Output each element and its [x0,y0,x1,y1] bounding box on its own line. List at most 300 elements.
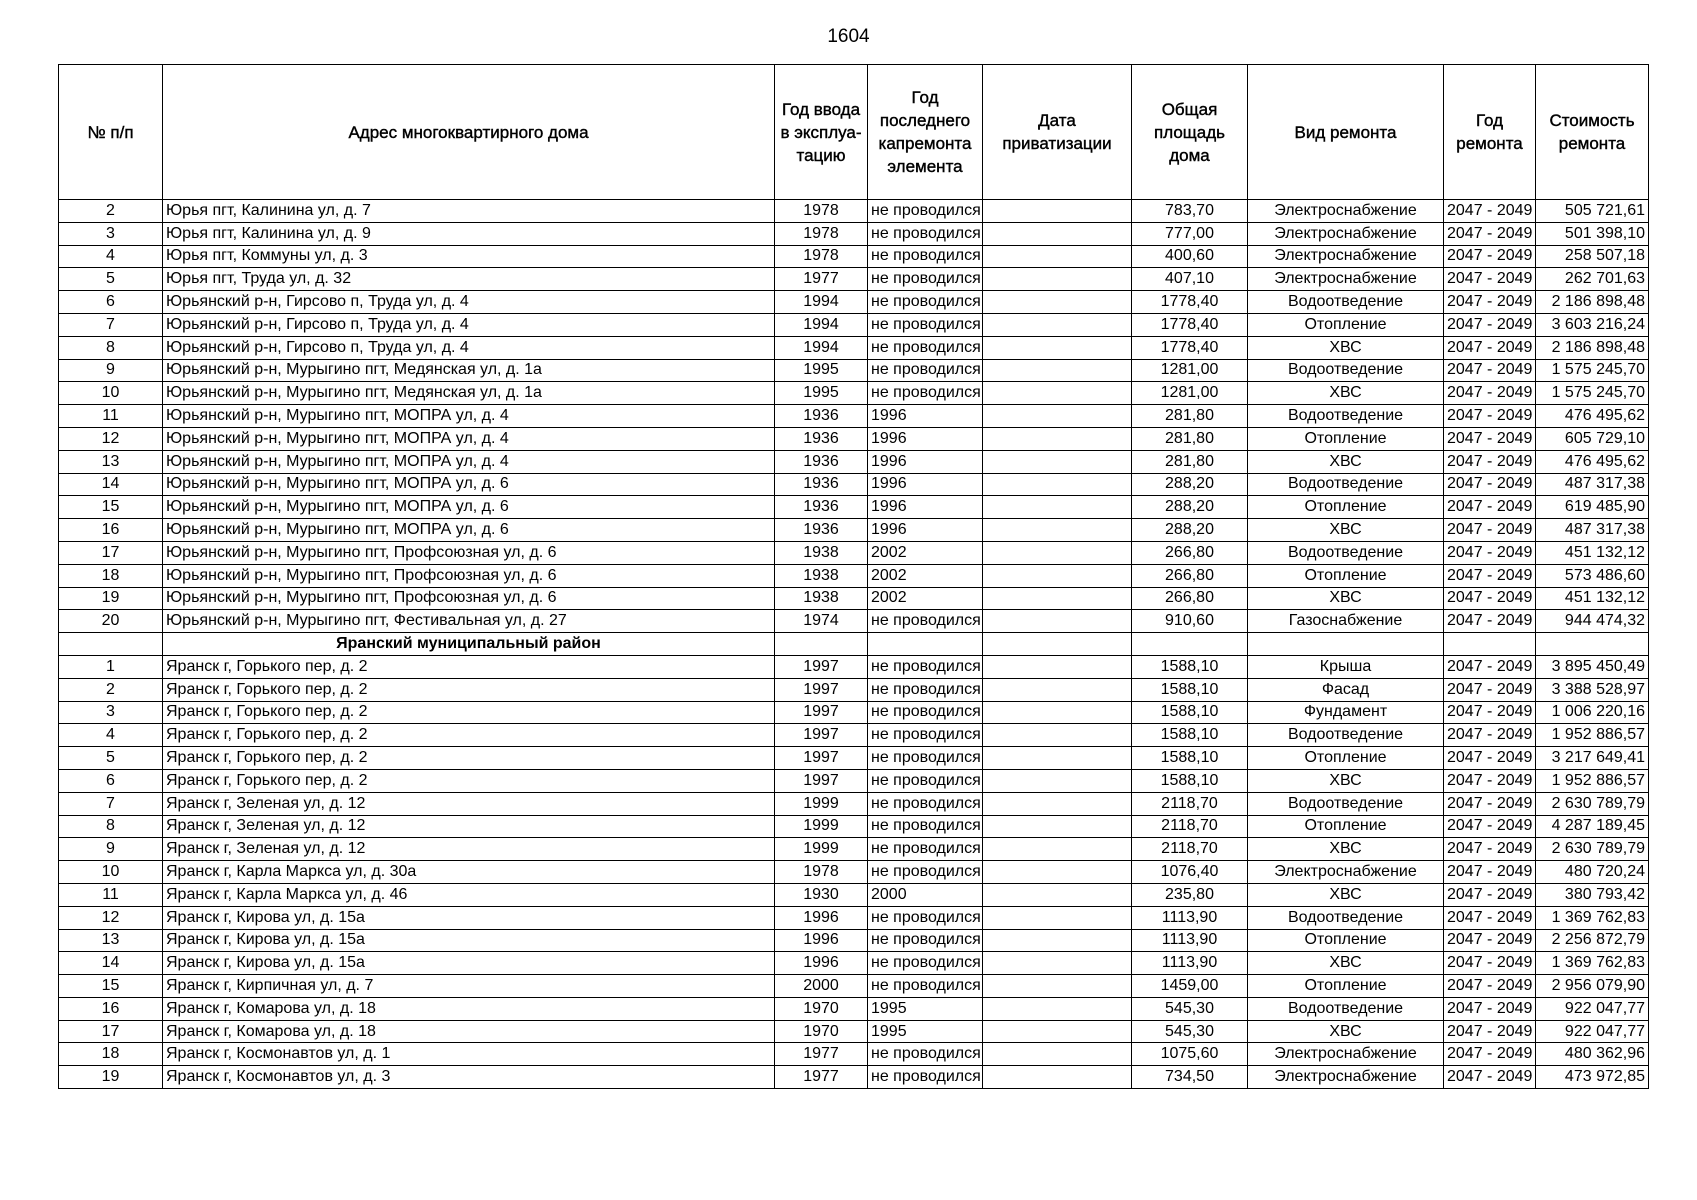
cell-cost: 1 369 762,83 [1536,952,1649,975]
cell-address: Юрьянский р-н, Гирсово п, Труда ул, д. 4 [163,336,775,359]
cell-last-repair: 1996 [868,405,983,428]
cell-repair-type: ХВС [1248,1020,1444,1043]
table-row [59,268,1649,291]
table-row [59,610,1649,633]
cell-privatization [983,427,1132,450]
cell-year-built: 1938 [775,541,868,564]
cell-num: 13 [59,929,163,952]
cell-num: 1 [59,655,163,678]
cell-privatization [983,655,1132,678]
cell-cost: 922 047,77 [1536,997,1649,1020]
cell-repair-year: 2047 - 2049 [1444,291,1536,314]
cell-cost: 380 793,42 [1536,883,1649,906]
table-row [59,815,1649,838]
cell-num: 8 [59,815,163,838]
cell-num: 6 [59,291,163,314]
cell-last-repair: 1996 [868,473,983,496]
cell-area: 783,70 [1132,200,1248,223]
cell-year-built: 1970 [775,997,868,1020]
cell-num: 4 [59,724,163,747]
table-row [59,883,1649,906]
cell-privatization [983,929,1132,952]
cell-year-built: 1995 [775,382,868,405]
cell-year-built: 1997 [775,747,868,770]
cell-privatization [983,792,1132,815]
cell-last-repair: 2002 [868,587,983,610]
cell-last-repair: не проводился [868,815,983,838]
cell-repair-year: 2047 - 2049 [1444,222,1536,245]
cell-repair-type: Отопление [1248,975,1444,998]
cell-last-repair: 1995 [868,997,983,1020]
cell-repair-year: 2047 - 2049 [1444,1066,1536,1089]
table-row [59,724,1649,747]
cell-area: 1113,90 [1132,906,1248,929]
cell-num: 6 [59,769,163,792]
cell-last-repair: не проводился [868,655,983,678]
cell-repair-type: Водоотведение [1248,405,1444,428]
empty-cell [983,633,1132,656]
empty-cell [1132,633,1248,656]
cell-cost: 2 186 898,48 [1536,336,1649,359]
cell-repair-type: Отопление [1248,496,1444,519]
cell-repair-type: ХВС [1248,519,1444,542]
cell-repair-year: 2047 - 2049 [1444,541,1536,564]
cell-num: 9 [59,838,163,861]
table-row [59,382,1649,405]
cell-cost: 473 972,85 [1536,1066,1649,1089]
cell-last-repair: не проводился [868,1066,983,1089]
cell-last-repair: не проводился [868,222,983,245]
cell-year-built: 1999 [775,792,868,815]
cell-address: Юрьянский р-н, Мурыгино пгт, МОПРА ул, д. 4 [163,405,775,428]
cell-year-built: 2000 [775,975,868,998]
cell-repair-type: ХВС [1248,336,1444,359]
cell-last-repair: не проводился [868,861,983,884]
cell-area: 288,20 [1132,519,1248,542]
cell-repair-year: 2047 - 2049 [1444,1043,1536,1066]
cell-cost: 944 474,32 [1536,610,1649,633]
cell-address: Юрьянский р-н, Мурыгино пгт, МОПРА ул, д. 6 [163,519,775,542]
cell-cost: 262 701,63 [1536,268,1649,291]
header-last-repair: Год последнего капремонта элемента [868,65,983,200]
cell-repair-type: Отопление [1248,313,1444,336]
cell-privatization [983,997,1132,1020]
cell-year-built: 1930 [775,883,868,906]
cell-repair-year: 2047 - 2049 [1444,427,1536,450]
cell-last-repair: не проводился [868,245,983,268]
cell-last-repair: не проводился [868,1043,983,1066]
cell-address: Яранск г, Горького пер, д. 2 [163,655,775,678]
cell-year-built: 1936 [775,496,868,519]
cell-last-repair: не проводился [868,929,983,952]
cell-address: Юрья пгт, Коммуны ул, д. 3 [163,245,775,268]
cell-privatization [983,861,1132,884]
cell-cost: 480 720,24 [1536,861,1649,884]
cell-year-built: 1999 [775,838,868,861]
cell-area: 2118,70 [1132,838,1248,861]
cell-year-built: 1977 [775,268,868,291]
cell-address: Яранск г, Карла Маркса ул, д. 30а [163,861,775,884]
cell-repair-year: 2047 - 2049 [1444,1020,1536,1043]
table-row [59,952,1649,975]
cell-year-built: 1978 [775,200,868,223]
cell-year-built: 1997 [775,724,868,747]
cell-last-repair: не проводился [868,952,983,975]
cell-cost: 476 495,62 [1536,450,1649,473]
cell-num: 16 [59,997,163,1020]
cell-num: 12 [59,906,163,929]
cell-cost: 476 495,62 [1536,405,1649,428]
cell-num: 2 [59,200,163,223]
cell-last-repair: 2002 [868,564,983,587]
cell-repair-type: Отопление [1248,427,1444,450]
cell-privatization [983,815,1132,838]
cell-num: 14 [59,473,163,496]
cell-year-built: 1970 [775,1020,868,1043]
cell-privatization [983,1066,1132,1089]
empty-cell [775,633,868,656]
cell-num: 18 [59,564,163,587]
cell-last-repair: не проводился [868,747,983,770]
cell-area: 545,30 [1132,997,1248,1020]
cell-repair-year: 2047 - 2049 [1444,952,1536,975]
cell-area: 1588,10 [1132,724,1248,747]
cell-repair-year: 2047 - 2049 [1444,268,1536,291]
cell-cost: 1 575 245,70 [1536,359,1649,382]
cell-last-repair: не проводился [868,313,983,336]
cell-address: Юрьянский р-н, Гирсово п, Труда ул, д. 4 [163,313,775,336]
cell-repair-type: Электроснабжение [1248,200,1444,223]
cell-cost: 480 362,96 [1536,1043,1649,1066]
table-header [59,65,1649,200]
table-row [59,245,1649,268]
header-row [59,65,1649,200]
cell-repair-type: ХВС [1248,769,1444,792]
cell-repair-type: Газоснабжение [1248,610,1444,633]
cell-address: Юрьянский р-н, Мурыгино пгт, Медянская ул, д. 1а [163,359,775,382]
cell-last-repair: не проводился [868,382,983,405]
cell-address: Яранск г, Комарова ул, д. 18 [163,997,775,1020]
cell-cost: 4 287 189,45 [1536,815,1649,838]
cell-privatization [983,838,1132,861]
cell-privatization [983,291,1132,314]
cell-address: Яранск г, Космонавтов ул, д. 3 [163,1066,775,1089]
cell-area: 1113,90 [1132,929,1248,952]
cell-repair-year: 2047 - 2049 [1444,496,1536,519]
cell-address: Юрьянский р-н, Мурыгино пгт, МОПРА ул, д. 4 [163,427,775,450]
cell-cost: 1 575 245,70 [1536,382,1649,405]
table-row [59,405,1649,428]
cell-last-repair: не проводился [868,975,983,998]
cell-cost: 619 485,90 [1536,496,1649,519]
cell-address: Яранск г, Кирова ул, д. 15а [163,929,775,952]
cell-repair-type: Фундамент [1248,701,1444,724]
cell-address: Юрьянский р-н, Мурыгино пгт, Медянская ул, д. 1а [163,382,775,405]
cell-year-built: 1936 [775,519,868,542]
cell-privatization [983,222,1132,245]
cell-address: Яранск г, Кирпичная ул, д. 7 [163,975,775,998]
cell-repair-type: Электроснабжение [1248,1043,1444,1066]
cell-cost: 501 398,10 [1536,222,1649,245]
cell-num: 17 [59,1020,163,1043]
cell-repair-year: 2047 - 2049 [1444,997,1536,1020]
cell-last-repair: 1996 [868,450,983,473]
cell-address: Яранск г, Комарова ул, д. 18 [163,1020,775,1043]
cell-repair-type: Электроснабжение [1248,1066,1444,1089]
cell-num: 16 [59,519,163,542]
cell-repair-year: 2047 - 2049 [1444,929,1536,952]
cell-area: 235,80 [1132,883,1248,906]
table-row [59,496,1649,519]
cell-repair-year: 2047 - 2049 [1444,701,1536,724]
table-row [59,587,1649,610]
cell-address: Яранск г, Горького пер, д. 2 [163,701,775,724]
cell-area: 266,80 [1132,564,1248,587]
header-num: № п/п [59,65,163,200]
cell-year-built: 1997 [775,701,868,724]
cell-num: 15 [59,975,163,998]
cell-num: 20 [59,610,163,633]
cell-address: Юрья пгт, Труда ул, д. 32 [163,268,775,291]
empty-cell [1444,633,1536,656]
table-row [59,359,1649,382]
cell-year-built: 1995 [775,359,868,382]
table-row [59,1020,1649,1043]
cell-address: Яранск г, Карла Маркса ул, д. 46 [163,883,775,906]
cell-year-built: 1994 [775,291,868,314]
cell-last-repair: не проводился [868,724,983,747]
cell-last-repair: 2000 [868,883,983,906]
cell-address: Яранск г, Кирова ул, д. 15а [163,906,775,929]
table-row [59,427,1649,450]
cell-cost: 1 952 886,57 [1536,769,1649,792]
cell-privatization [983,564,1132,587]
cell-last-repair: не проводился [868,359,983,382]
cell-repair-type: ХВС [1248,450,1444,473]
cell-repair-year: 2047 - 2049 [1444,815,1536,838]
cell-cost: 451 132,12 [1536,587,1649,610]
cell-last-repair: не проводился [868,291,983,314]
empty-cell [868,633,983,656]
cell-privatization [983,313,1132,336]
cell-repair-year: 2047 - 2049 [1444,792,1536,815]
cell-area: 266,80 [1132,541,1248,564]
table-row [59,975,1649,998]
cell-address: Яранск г, Горького пер, д. 2 [163,769,775,792]
cell-num: 11 [59,883,163,906]
cell-cost: 1 006 220,16 [1536,701,1649,724]
cell-last-repair: 1995 [868,1020,983,1043]
table-row [59,473,1649,496]
cell-area: 1588,10 [1132,655,1248,678]
cell-last-repair: не проводился [868,268,983,291]
cell-address: Юрьянский р-н, Мурыгино пгт, Профсоюзная ул, д. 6 [163,587,775,610]
repair-registry-table [58,64,1649,1089]
cell-cost: 1 369 762,83 [1536,906,1649,929]
cell-area: 1778,40 [1132,336,1248,359]
cell-repair-year: 2047 - 2049 [1444,200,1536,223]
cell-last-repair: 1996 [868,519,983,542]
cell-address: Юрьянский р-н, Мурыгино пгт, Профсоюзная ул, д. 6 [163,541,775,564]
cell-cost: 2 630 789,79 [1536,792,1649,815]
cell-repair-type: Водоотведение [1248,997,1444,1020]
table-row [59,701,1649,724]
cell-year-built: 1994 [775,336,868,359]
cell-area: 545,30 [1132,1020,1248,1043]
cell-year-built: 1996 [775,929,868,952]
cell-cost: 2 186 898,48 [1536,291,1649,314]
cell-cost: 2 956 079,90 [1536,975,1649,998]
cell-cost: 573 486,60 [1536,564,1649,587]
cell-num: 10 [59,382,163,405]
cell-last-repair: не проводился [868,200,983,223]
cell-last-repair: не проводился [868,906,983,929]
cell-year-built: 1997 [775,655,868,678]
cell-repair-year: 2047 - 2049 [1444,655,1536,678]
cell-repair-year: 2047 - 2049 [1444,906,1536,929]
cell-cost: 3 603 216,24 [1536,313,1649,336]
cell-num: 7 [59,792,163,815]
cell-repair-year: 2047 - 2049 [1444,769,1536,792]
table-row [59,564,1649,587]
header-repair-type: Вид ремонта [1248,65,1444,200]
cell-area: 2118,70 [1132,792,1248,815]
cell-last-repair: не проводился [868,336,983,359]
cell-privatization [983,519,1132,542]
empty-cell [1536,633,1649,656]
cell-privatization [983,473,1132,496]
table-row [59,792,1649,815]
cell-privatization [983,952,1132,975]
cell-repair-year: 2047 - 2049 [1444,724,1536,747]
cell-num: 14 [59,952,163,975]
cell-repair-year: 2047 - 2049 [1444,975,1536,998]
cell-area: 288,20 [1132,473,1248,496]
cell-repair-type: Отопление [1248,929,1444,952]
cell-year-built: 1999 [775,815,868,838]
cell-repair-type: Водоотведение [1248,724,1444,747]
cell-year-built: 1938 [775,564,868,587]
header-repair-year: Год ремонта [1444,65,1536,200]
cell-repair-type: Электроснабжение [1248,245,1444,268]
cell-num: 3 [59,701,163,724]
cell-address: Юрьянский р-н, Мурыгино пгт, МОПРА ул, д. 6 [163,473,775,496]
cell-year-built: 1974 [775,610,868,633]
cell-area: 1076,40 [1132,861,1248,884]
cell-year-built: 1994 [775,313,868,336]
cell-repair-year: 2047 - 2049 [1444,587,1536,610]
cell-num: 8 [59,336,163,359]
table-row [59,519,1649,542]
cell-repair-year: 2047 - 2049 [1444,564,1536,587]
cell-privatization [983,268,1132,291]
table-body [59,200,1649,1089]
cell-address: Яранск г, Горького пер, д. 2 [163,678,775,701]
empty-cell [1248,633,1444,656]
cell-repair-year: 2047 - 2049 [1444,336,1536,359]
cell-repair-type: Отопление [1248,747,1444,770]
cell-last-repair: не проводился [868,678,983,701]
cell-repair-type: ХВС [1248,382,1444,405]
cell-repair-year: 2047 - 2049 [1444,382,1536,405]
cell-num: 19 [59,1066,163,1089]
cell-address: Яранск г, Зеленая ул, д. 12 [163,792,775,815]
cell-privatization [983,701,1132,724]
cell-area: 281,80 [1132,450,1248,473]
cell-year-built: 1978 [775,861,868,884]
cell-repair-year: 2047 - 2049 [1444,883,1536,906]
cell-repair-year: 2047 - 2049 [1444,747,1536,770]
cell-repair-year: 2047 - 2049 [1444,313,1536,336]
cell-repair-year: 2047 - 2049 [1444,405,1536,428]
cell-address: Юрьянский р-н, Мурыгино пгт, МОПРА ул, д. 4 [163,450,775,473]
cell-address: Юрьянский р-н, Мурыгино пгт, МОПРА ул, д. 6 [163,496,775,519]
table-row [59,838,1649,861]
cell-repair-type: ХВС [1248,952,1444,975]
cell-area: 1588,10 [1132,747,1248,770]
cell-area: 734,50 [1132,1066,1248,1089]
cell-repair-type: Водоотведение [1248,906,1444,929]
table-row [59,678,1649,701]
cell-area: 266,80 [1132,587,1248,610]
cell-repair-type: Водоотведение [1248,473,1444,496]
cell-year-built: 1978 [775,245,868,268]
cell-privatization [983,610,1132,633]
cell-repair-type: Электроснабжение [1248,222,1444,245]
cell-num: 9 [59,359,163,382]
table-row [59,336,1649,359]
cell-year-built: 1977 [775,1066,868,1089]
table-row [59,200,1649,223]
cell-num: 7 [59,313,163,336]
cell-repair-year: 2047 - 2049 [1444,610,1536,633]
cell-privatization [983,336,1132,359]
cell-num: 17 [59,541,163,564]
table-row [59,906,1649,929]
cell-area: 2118,70 [1132,815,1248,838]
cell-repair-year: 2047 - 2049 [1444,678,1536,701]
cell-year-built: 1977 [775,1043,868,1066]
cell-year-built: 1997 [775,678,868,701]
cell-year-built: 1978 [775,222,868,245]
cell-privatization [983,769,1132,792]
header-area: Общая площадь дома [1132,65,1248,200]
cell-privatization [983,245,1132,268]
cell-area: 288,20 [1132,496,1248,519]
table-row [59,313,1649,336]
cell-last-repair: не проводился [868,701,983,724]
cell-area: 1113,90 [1132,952,1248,975]
cell-repair-year: 2047 - 2049 [1444,245,1536,268]
table-row [59,769,1649,792]
cell-year-built: 1936 [775,405,868,428]
section-title: Яранский муниципальный район [163,633,775,656]
cell-area: 281,80 [1132,405,1248,428]
cell-address: Яранск г, Горького пер, д. 2 [163,747,775,770]
cell-address: Юрьянский р-н, Гирсово п, Труда ул, д. 4 [163,291,775,314]
cell-privatization [983,678,1132,701]
cell-last-repair: не проводился [868,769,983,792]
cell-last-repair: не проводился [868,792,983,815]
cell-address: Яранск г, Горького пер, д. 2 [163,724,775,747]
cell-year-built: 1996 [775,906,868,929]
cell-repair-type: Крыша [1248,655,1444,678]
cell-area: 1588,10 [1132,701,1248,724]
section-row [59,633,1649,656]
cell-num: 12 [59,427,163,450]
cell-area: 281,80 [1132,427,1248,450]
cell-num: 4 [59,245,163,268]
